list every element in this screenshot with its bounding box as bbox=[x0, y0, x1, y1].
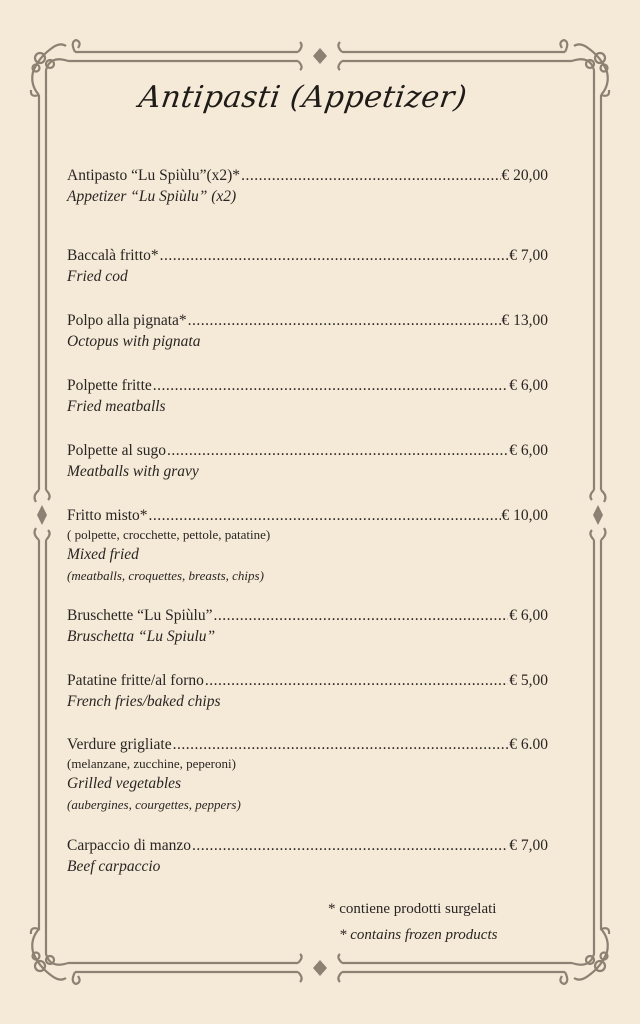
item-price: € 7,00 bbox=[509, 837, 548, 854]
menu-item-row bbox=[67, 166, 548, 186]
menu-item-row bbox=[67, 376, 548, 396]
item-name: Bruschette “Lu Spiùlu” bbox=[67, 607, 213, 624]
item-price: € 13,00 bbox=[501, 312, 548, 329]
diamond-top bbox=[313, 48, 327, 64]
item-english-name: Beef carpaccio bbox=[67, 858, 161, 875]
diamond-left bbox=[37, 505, 47, 525]
item-english-details: (meatballs, croquettes, breasts, chips) bbox=[67, 568, 264, 583]
item-price: € 6,00 bbox=[509, 607, 548, 624]
menu-item-row bbox=[67, 735, 548, 755]
item-name: Baccalà fritto* bbox=[67, 247, 159, 264]
page-title: Antipasti (Appetizer) bbox=[136, 80, 470, 115]
item-english-name: Octopus with pignata bbox=[67, 333, 201, 350]
dot-leader bbox=[167, 441, 508, 461]
item-price: € 7,00 bbox=[509, 247, 548, 264]
item-details: (melanzane, zucchine, peperoni) bbox=[67, 756, 236, 771]
item-english-name: Grilled vegetables bbox=[67, 775, 182, 792]
item-price: € 20,00 bbox=[501, 167, 548, 184]
dot-leader bbox=[241, 166, 500, 186]
menu-item-row bbox=[67, 836, 548, 856]
menu-item-row bbox=[67, 506, 548, 526]
dot-leader bbox=[205, 671, 508, 691]
menu-item bbox=[67, 441, 548, 483]
diamond-right bbox=[593, 505, 603, 525]
item-name: Antipasto “Lu Spiùlu”(x2)* bbox=[67, 167, 241, 184]
item-price: € 6,00 bbox=[509, 377, 548, 394]
dot-leader bbox=[214, 606, 509, 626]
item-english-name: Meatballs with gravy bbox=[67, 463, 199, 480]
item-english-name: French fries/baked chips bbox=[67, 693, 221, 710]
dot-leader bbox=[192, 836, 508, 856]
note-italian: * contiene prodotti surgelati bbox=[328, 901, 497, 917]
item-english-name: Mixed fried bbox=[67, 546, 139, 563]
menu-item bbox=[67, 376, 548, 418]
dot-leader bbox=[160, 246, 509, 266]
menu-item-row bbox=[67, 311, 548, 331]
item-name: Polpo alla pignata* bbox=[67, 312, 187, 329]
dot-leader bbox=[153, 376, 508, 396]
item-name: Polpette fritte bbox=[67, 377, 152, 394]
item-name: Verdure grigliate bbox=[67, 736, 172, 753]
menu-item bbox=[67, 506, 548, 586]
menu-item bbox=[67, 311, 548, 353]
item-english-name: Fried cod bbox=[67, 268, 128, 285]
dot-leader bbox=[149, 506, 501, 526]
dot-leader bbox=[173, 735, 509, 755]
item-name: Patatine fritte/al forno bbox=[67, 672, 204, 689]
item-price: € 5,00 bbox=[509, 672, 548, 689]
item-english-name: Appetizer “Lu Spiùlu” (x2) bbox=[67, 188, 237, 205]
menu-item-row bbox=[67, 441, 548, 461]
menu-item bbox=[67, 836, 548, 878]
dot-leader bbox=[188, 311, 501, 331]
item-english-details: (aubergines, courgettes, peppers) bbox=[67, 797, 241, 812]
menu-item-row bbox=[67, 671, 548, 691]
menu-item bbox=[67, 166, 548, 208]
menu-item-row bbox=[67, 606, 548, 626]
item-name: Fritto misto* bbox=[67, 507, 148, 524]
item-name: Carpaccio di manzo bbox=[67, 837, 191, 854]
item-price: € 6.00 bbox=[509, 736, 548, 753]
item-english-name: Fried meatballs bbox=[67, 398, 166, 415]
menu-item bbox=[67, 606, 548, 648]
menu-item bbox=[67, 735, 548, 815]
menu-item bbox=[67, 671, 548, 713]
menu-item-row bbox=[67, 246, 548, 266]
diamond-bottom bbox=[313, 960, 327, 976]
item-price: € 10,00 bbox=[501, 507, 548, 524]
note-english: * contains frozen products bbox=[339, 927, 498, 943]
menu-item bbox=[67, 246, 548, 288]
item-details: ( polpette, crocchette, pettole, patatine) bbox=[67, 527, 271, 542]
item-name: Polpette al sugo bbox=[67, 442, 167, 459]
item-price: € 6,00 bbox=[509, 442, 548, 459]
item-english-name: Bruschetta “Lu Spiulu” bbox=[67, 628, 216, 645]
